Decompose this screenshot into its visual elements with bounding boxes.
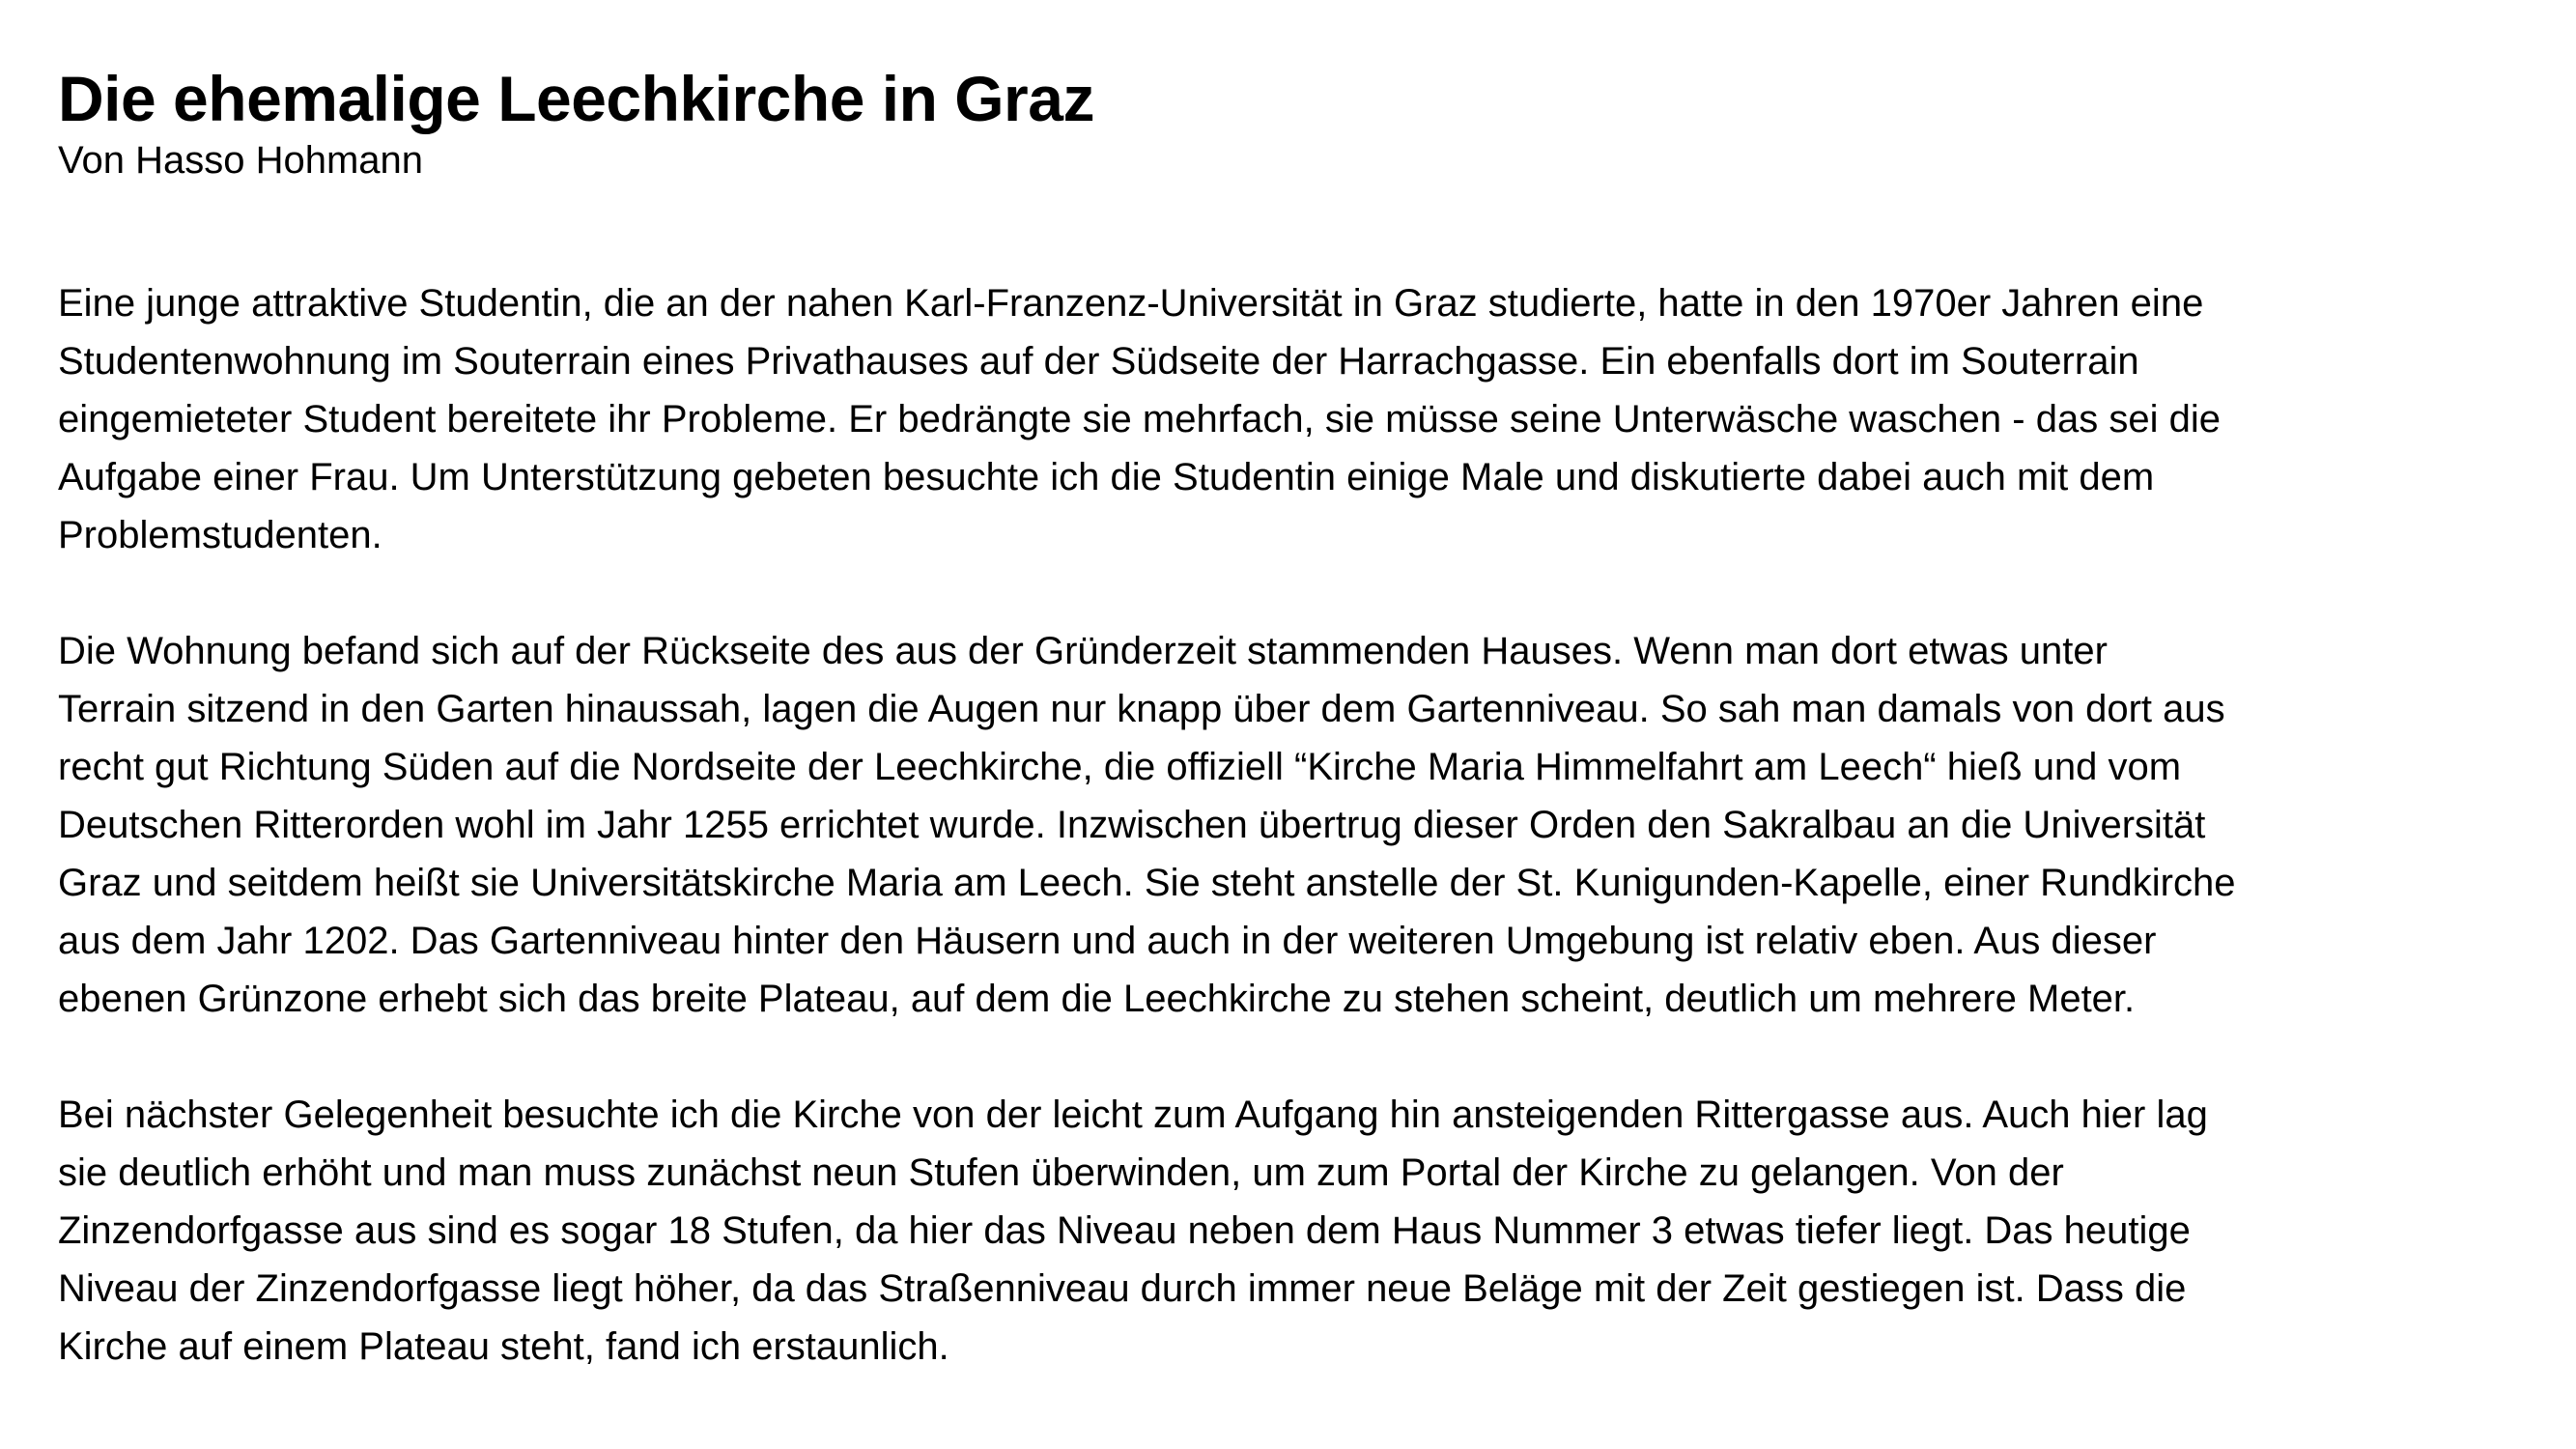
text-line: aus dem Jahr 1202. Das Gartenniveau hinter den Häusern und auch in der weiteren Umgebung ist relativ eben. Aus dieser (58, 920, 2157, 962)
document-page (58, 62, 2531, 1434)
document-title: Die ehemalige Leechkirche in Graz (58, 63, 1094, 134)
text-line: Problemstudenten. (58, 514, 382, 556)
text-line: Terrain sitzend in den Garten hinaussah, lagen die Augen nur knapp über dem Gartenniveau. So sah man damals von dort aus (58, 688, 2225, 730)
text-line: Aufgabe einer Frau. Um Unterstützung gebeten besuchte ich die Studentin einige Male und diskutierte dabei auch mit dem (58, 456, 2155, 498)
text-line: Deutschen Ritterorden wohl im Jahr 1255 errichtet wurde. Inzwischen übertrug dieser Orden den Sakralbau an die Universität (58, 804, 2206, 846)
text-line: Niveau der Zinzendorfgasse liegt höher, da das Straßenniveau durch immer neue Beläge mit der Zeit gestiegen ist. Dass die (58, 1267, 2187, 1310)
text-line: Graz und seitdem heißt sie Universitätskirche Maria am Leech. Sie steht anstelle der St. Kunigunden-Kapelle, einer Rundkirche (58, 862, 2236, 904)
text-line: Zinzendorfgasse aus sind es sogar 18 Stufen, da hier das Niveau neben dem Haus Nummer 3 etwas tiefer liegt. Das heutige (58, 1209, 2191, 1252)
document-body (58, 274, 2531, 1376)
text-line: Studentenwohnung im Souterrain eines Privathauses auf der Südseite der Harrachgasse. Ein ebenfalls dort im Souterrain (58, 340, 2139, 383)
text-line: eingemieteter Student bereitete ihr Probleme. Er bedrängte sie mehrfach, sie müsse seine Unterwäsche waschen - das sei die (58, 398, 2221, 440)
text-line: Bei nächster Gelegenheit besuchte ich die Kirche von der leicht zum Aufgang hin ansteigenden Rittergasse aus. Auch hier lag (58, 1094, 2208, 1136)
paragraph-3 (58, 1086, 2531, 1376)
text-line: recht gut Richtung Süden auf die Nordseite der Leechkirche, die offiziell “Kirche Maria Himmelfahrt am Leech“ hieß und vom (58, 746, 2182, 788)
text-line: sie deutlich erhöht und man muss zunächst neun Stufen überwinden, um zum Portal der Kirche zu gelangen. Von der (58, 1151, 2064, 1194)
text-line: Die Wohnung befand sich auf der Rückseite des aus der Gründerzeit stammenden Hauses. Wenn man dort etwas unter (58, 630, 2108, 672)
text-line: Eine junge attraktive Studentin, die an der nahen Karl-Franzenz-Universität in Graz studierte, hatte in den 1970er Jahren eine (58, 282, 2204, 325)
paragraph-2 (58, 622, 2531, 1028)
document-author: Von Hasso Hohmann (58, 139, 424, 182)
paragraph-1 (58, 274, 2531, 564)
text-line: ebenen Grünzone erhebt sich das breite Plateau, auf dem die Leechkirche zu stehen scheint, deutlich um mehrere Meter. (58, 978, 2136, 1020)
text-line: Kirche auf einem Plateau steht, fand ich erstaunlich. (58, 1325, 949, 1368)
